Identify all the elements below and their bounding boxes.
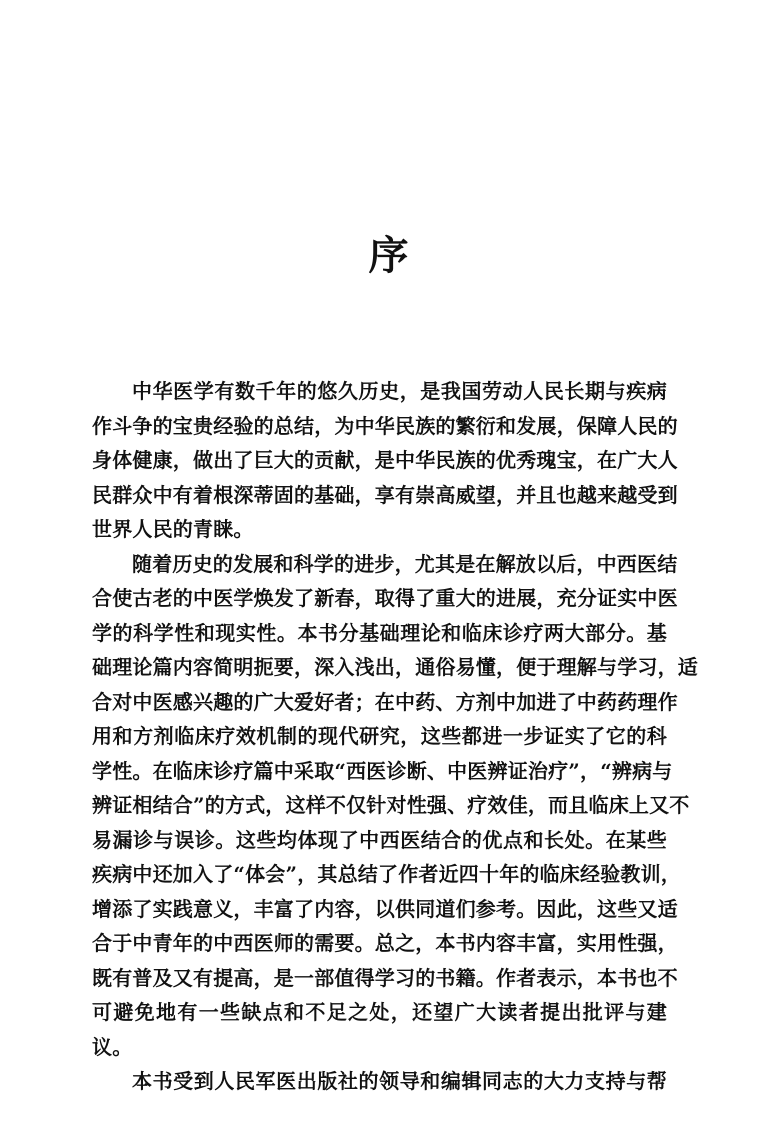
text-line: 议。 [92,1034,133,1059]
text-line: 可避免地有一些缺点和不足之处，还望广大读者提出批评与建 [92,1000,667,1024]
text-line: 中华医学有数千年的悠久历史，是我国劳动人民长期与疾病 [132,379,667,403]
text-line: 础理论篇内容简明扼要，深入浅出，通俗易懂，便于理解与学习，适 [92,655,698,679]
text-line: 学性。在临床诊疗篇中采取“西医诊断、中医辨证治疗”，“辨病与 [92,758,673,783]
page-title: 序 [368,232,409,279]
text-line: 合对中医感兴趣的广大爱好者；在中药、方剂中加进了中药药理作 [92,689,678,714]
text-line: 世界人民的青睐。 [92,517,254,541]
text-line: 既有普及又有提高，是一部值得学习的书籍。作者表示，本书也不 [92,965,678,990]
preface-body [92,374,698,1099]
text-line: 随着历史的发展和科学的进步，尤其是在解放以后，中西医结 [132,551,678,576]
text-line: 学的科学性和现实性。本书分基础理论和临床诊疗两大部分。基 [92,620,667,645]
text-line: 本书受到人民军医出版社的领导和编辑同志的大力支持与帮 [132,1069,667,1093]
text-line: 身体健康，做出了巨大的贡献，是中华民族的优秀瑰宝，在广大人 [92,448,678,472]
text-line: 作斗争的宝贵经验的总结，为中华民族的繁衍和发展，保障人民的 [92,413,678,438]
text-line: 合于中青年的中西医师的需要。总之，本书内容丰富，实用性强， [92,931,678,955]
text-line: 辨证相结合”的方式，这样不仅针对性强、疗效佳，而且临床上又不 [92,793,690,817]
text-line: 民群众中有着根深蒂固的基础，享有崇高威望，并且也越来越受到 [92,482,678,507]
text-line: 合使古老的中医学焕发了新春，取得了重大的进展，充分证实中医 [92,586,678,610]
text-line: 易漏诊与误诊。这些均体现了中西医结合的优点和长处。在某些 [92,827,667,852]
text-line: 增添了实践意义，丰富了内容，以供同道们参考。因此，这些又适 [92,896,678,921]
text-line: 疾病中还加入了“体会”，其总结了作者近四十年的临床经验教训， [92,862,682,886]
text-line: 用和方剂临床疗效机制的现代研究，这些都进一步证实了它的科 [92,724,667,748]
